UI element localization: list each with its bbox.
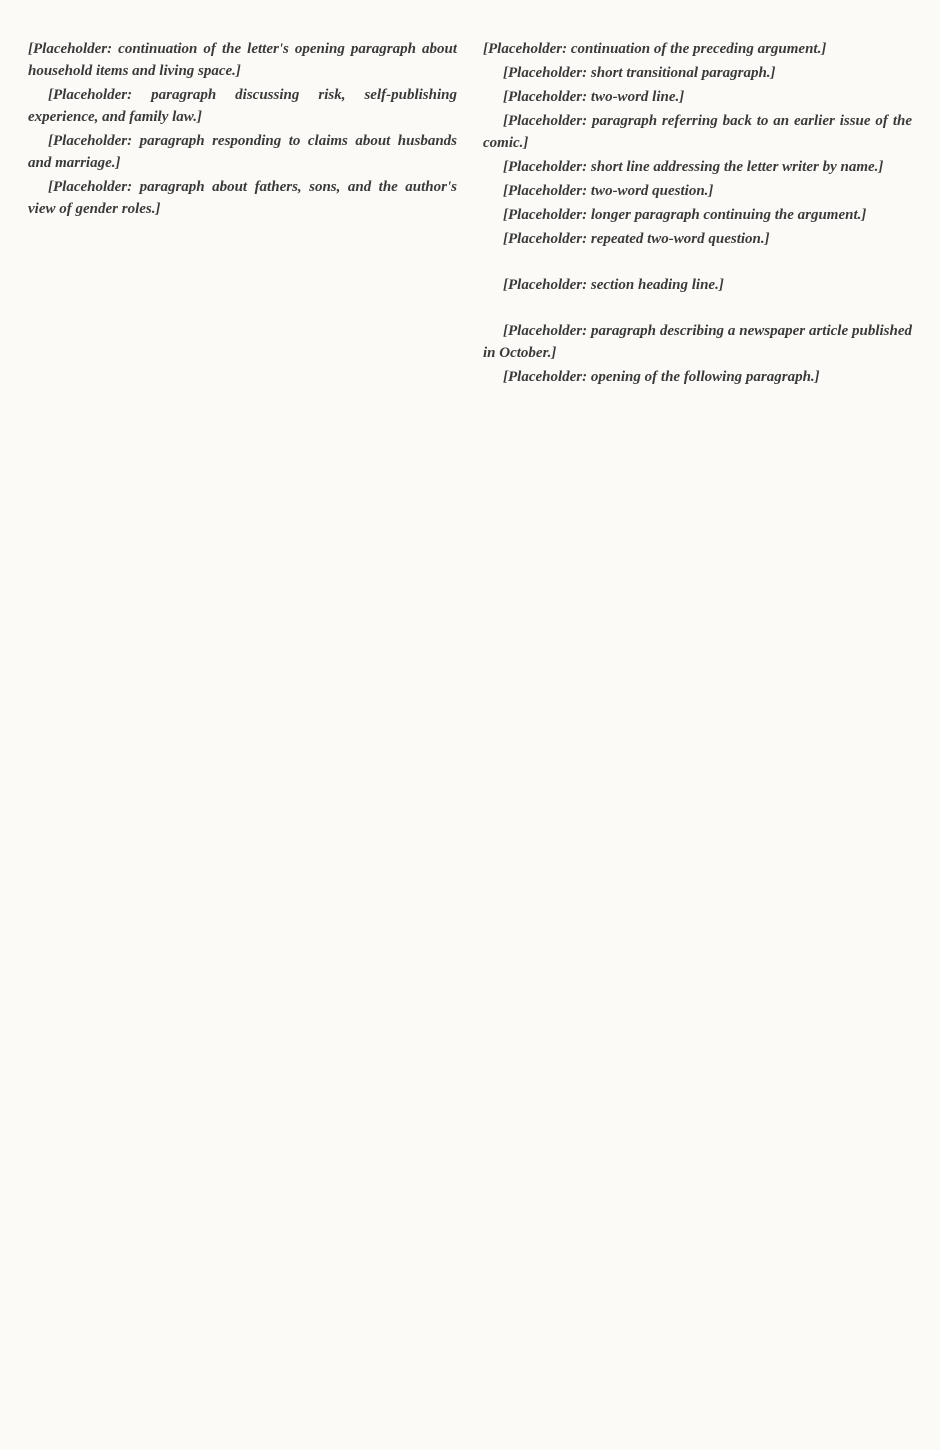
right-paragraph-2: [Placeholder: short transitional paragraph.] <box>503 65 776 81</box>
right-paragraph-8: [Placeholder: repeated two-word question.] <box>503 231 770 247</box>
right-paragraph-7: [Placeholder: longer paragraph continuing the argument.] <box>503 207 867 223</box>
right-paragraph-6: [Placeholder: two-word question.] <box>503 183 714 199</box>
right-paragraph-5: [Placeholder: short line addressing the letter writer by name.] <box>503 159 884 175</box>
right-paragraph-3: [Placeholder: two-word line.] <box>503 89 685 105</box>
left-paragraph-4: [Placeholder: paragraph about fathers, sons, and the author's view of gender roles.] <box>28 179 457 217</box>
right-paragraph-4: [Placeholder: paragraph referring back to an earlier issue of the comic.] <box>483 113 912 151</box>
left-paragraph-1: [Placeholder: continuation of the letter's opening paragraph about household items and living space.] <box>28 41 457 79</box>
left-column <box>28 38 457 1430</box>
right-column <box>483 38 912 1430</box>
left-paragraph-3: [Placeholder: paragraph responding to claims about husbands and marriage.] <box>28 133 457 171</box>
right-paragraph-1: [Placeholder: continuation of the preceding argument.] <box>483 41 827 57</box>
section-heading: [Placeholder: section heading line.] <box>503 277 724 293</box>
right-paragraph-11: [Placeholder: opening of the following paragraph.] <box>503 369 820 385</box>
right-paragraph-10: [Placeholder: paragraph describing a newspaper article published in October.] <box>483 323 912 361</box>
left-paragraph-2: [Placeholder: paragraph discussing risk, self-publishing experience, and family law.] <box>28 87 457 125</box>
